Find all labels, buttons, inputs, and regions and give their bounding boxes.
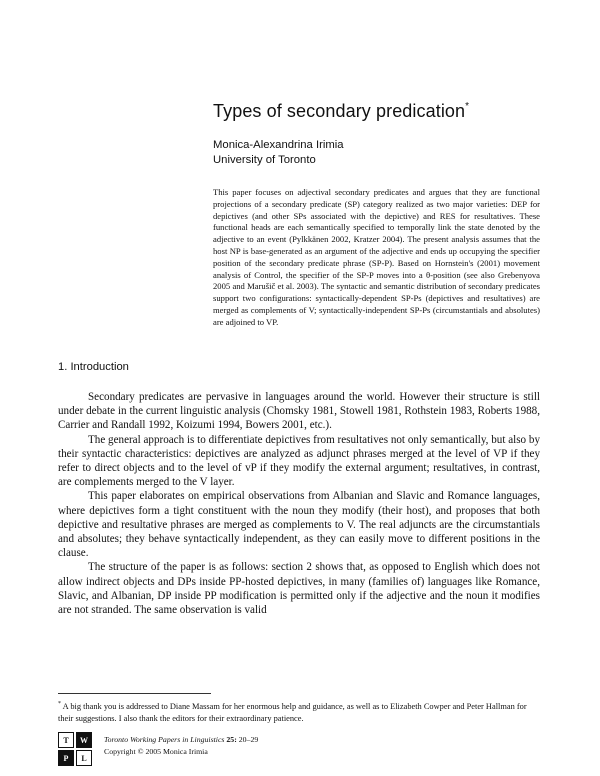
footnote-divider	[58, 693, 211, 694]
author-block	[213, 138, 344, 168]
logo-letter: P	[58, 750, 74, 766]
copyright: Copyright © 2005 Monica Irimia	[104, 747, 208, 756]
title-footnote-marker: *	[465, 101, 470, 112]
paper-title-text: Types of secondary predication	[213, 101, 466, 121]
section-heading: 1. Introduction	[58, 361, 129, 373]
footnote	[58, 698, 540, 725]
journal-pages: 20–29	[238, 735, 259, 744]
footnote-text: A big thank you is addressed to Diane Massam for her enormous help and guidance, as well as to Elizabeth Cowper and Peter Hallman for their suggestions. I also thank the editors for their extraordinary patience.	[58, 701, 527, 723]
author-name: Monica-Alexandrina Irimia	[213, 139, 344, 151]
journal-volume: 25:	[226, 735, 237, 744]
logo-letter: L	[76, 750, 92, 766]
footnote-marker: *	[58, 701, 61, 707]
paper-title	[213, 101, 543, 122]
title-block	[213, 101, 543, 122]
logo-letter: W	[76, 732, 92, 748]
logo-letter: T	[58, 732, 74, 748]
body-text	[58, 390, 540, 617]
paragraph: Secondary predicates are pervasive in languages around the world. However their structure is still under debate in the current linguistic analysis (Chomsky 1981, Stowell 1981, Rothstein 1983, Roberts 1988, Carrier and Randall 1992, Koizumi 1994, Bowers 2001, etc.).	[58, 391, 540, 432]
paragraph: The structure of the paper is as follows: section 2 shows that, as opposed to English which does not allow indirect objects and DPs inside PP-hosted depictives, in many (families of) languages like Romance, Slavic, and Albanian, DP inside PP modification is permitted only if the adjective and the noun it modifies are not stranded. The same observation is valid	[58, 561, 540, 617]
twpl-logo	[58, 732, 94, 768]
author-affiliation: University of Toronto	[213, 154, 316, 166]
paragraph: The general approach is to differentiate depictives from resultatives not only semantically, but also by their syntactic characteristics: depictives are analyzed as adjunct phrases merged at the level of VP if they refer to direct objects and to the level of vP if they modify the external argument; resultatives, in contrast, are complements merged to the V layer.	[58, 433, 540, 489]
journal-citation	[104, 734, 258, 746]
abstract: This paper focuses on adjectival secondary predicates and argues that they are functional projections of a secondary predicate (SP) category realized as two major varieties: DEP for depictives (and other SPs associated with the depictive) and RES for resultatives. These functional heads are each semantically specified to temporally link the state denoted by the adjective to an event (Pylkkänen 2002, Kratzer 2004). The present analysis assumes that the host NP is base-generated as an argument of the adjective and ends up occupying the specifier position of the secondary predicate phrase (SP-P). Based on Hornstein's (2001) movement analysis of Control, the specifier of the SP-P moves into a θ-position (see also Grebenyova 2005 and Marušič et al. 2003). The syntactic and semantic distribution of secondary predicates support two configurations: syntactically-dependent SP-Ps (depictives and resultatives) are merged as complements of V; syntactically-independent SP-Ps (circumstantials and absolutes) are adjoined to VP.	[213, 187, 540, 327]
journal-info	[104, 734, 258, 758]
paragraph: This paper elaborates on empirical observations from Albanian and Slavic and Romance languages, where depictives form a tight constituent with the noun they modify (their host), and proposes that both depictive and resultative phrases are merged as complements to V. The real adjuncts are the circumstantials and absolutes; they behave syntactically independent, as they can easily move to different positions in the clause.	[58, 490, 540, 560]
journal-name: Toronto Working Papers in Linguistics	[104, 735, 225, 744]
